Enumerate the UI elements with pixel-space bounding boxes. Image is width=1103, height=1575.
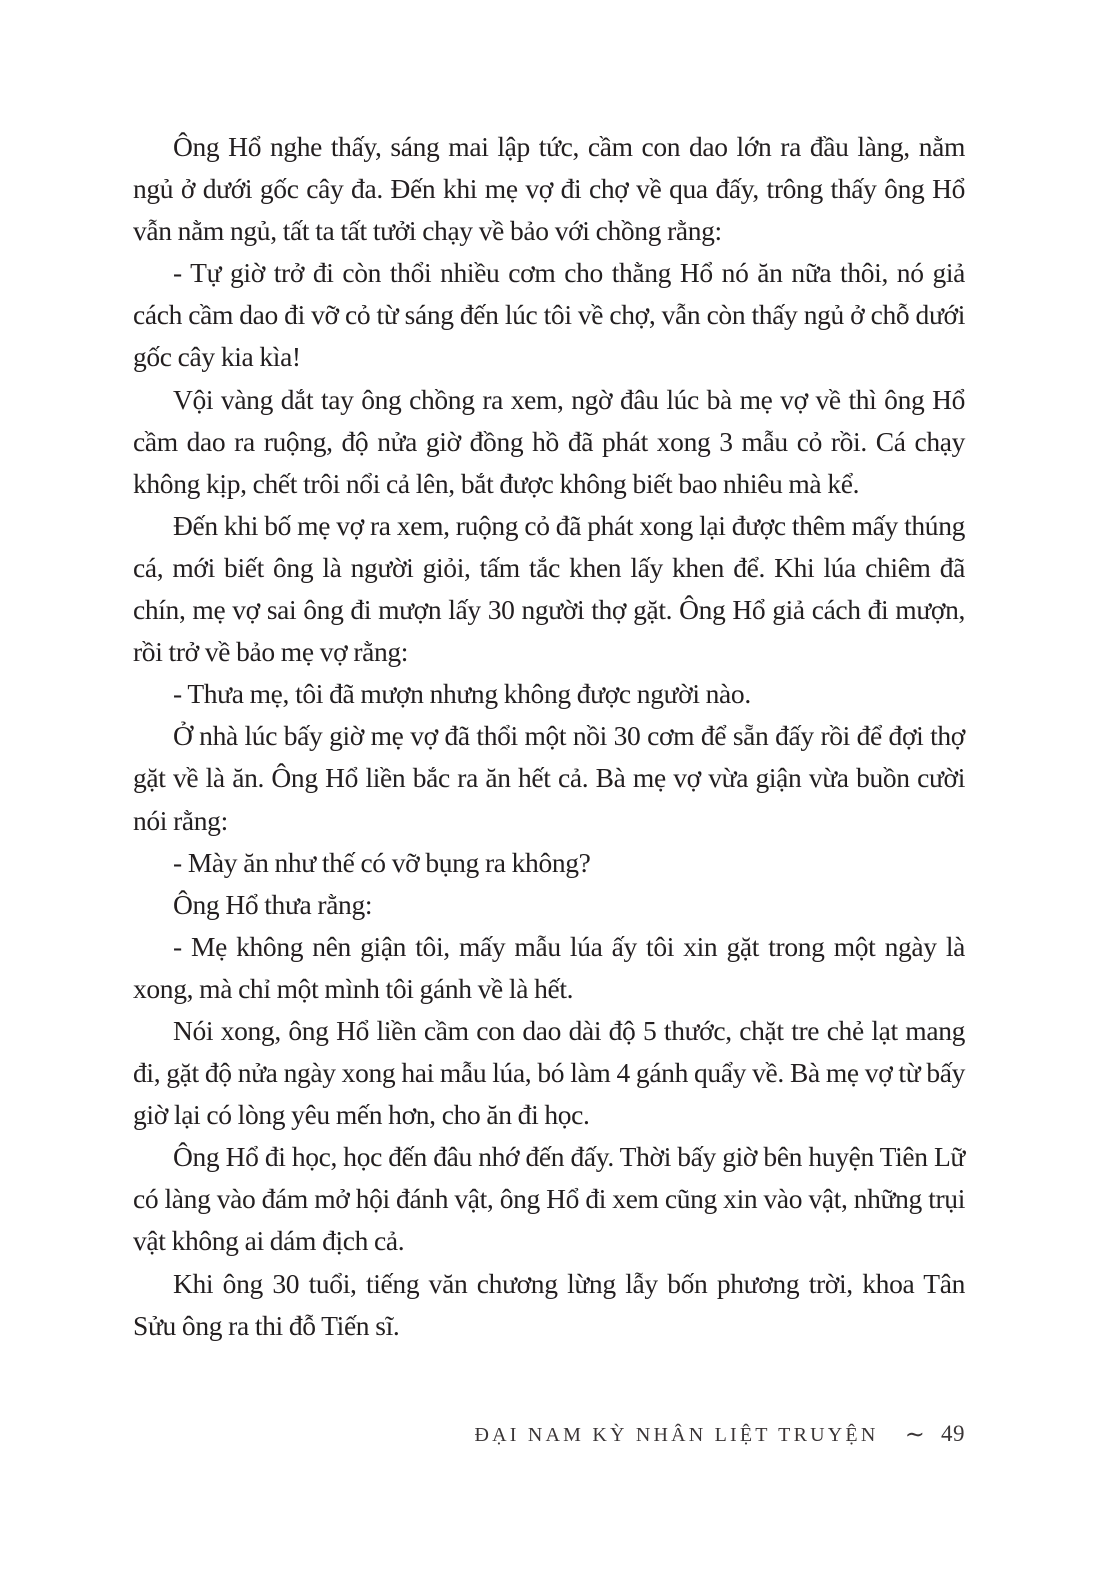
paragraph-dialogue: - Mày ăn như thế có vỡ bụng ra không? xyxy=(173,846,591,878)
paragraph: Khi ông 30 tuổi, tiếng văn chương lừng lẫy bốn phương trời, khoa Tân Sửu ông ra thi đỗ Tiến sĩ. xyxy=(133,1267,965,1341)
paragraph: Đến khi bố mẹ vợ ra xem, ruộng cỏ đã phát xong lại được thêm mấy thúng cá, mới biết ông là người giỏi, tấm tắc khen lấy khen để. Khi lúa chiêm đã chín, mẹ vợ sai ông đi mượn lấy 30 người thợ gặt. Ông Hổ giả cách đi mượn, rồi trở về bảo mẹ vợ rằng: xyxy=(133,509,965,668)
paragraph: Ông Hổ nghe thấy, sáng mai lập tức, cầm con dao lớn ra đầu làng, nằm ngủ ở dưới gốc cây đa. Đến khi mẹ vợ đi chợ về qua đấy, trông thấy ông Hổ vẫn nằm ngủ, tất ta tất tưởi chạy về bảo với chồng rằng: xyxy=(133,131,965,247)
paragraph: Ở nhà lúc bấy giờ mẹ vợ đã thổi một nồi 30 cơm để sẵn đấy rồi để đợi thợ gặt về là ăn. Ông Hổ liền bắc ra ăn hết cả. Bà mẹ vợ vừa giận vừa buồn cười nói rằng: xyxy=(133,720,965,836)
paragraph-dialogue: - Tự giờ trở đi còn thổi nhiều cơm cho thằng Hổ nó ăn nữa thôi, nó giả cách cầm dao đi vỡ cỏ từ sáng đến lúc tôi về chợ, vẫn còn thấy ngủ ở chỗ dưới gốc cây kia kìa! xyxy=(133,257,965,373)
paragraph: Nói xong, ông Hổ liền cầm con dao dài độ 5 thước, chặt tre chẻ lạt mang đi, gặt độ nửa ngày xong hai mẫu lúa, bó làm 4 gánh quẩy về. Bà mẹ vợ từ bấy giờ lại có lòng yêu mến hơn, cho ăn đi học. xyxy=(133,1014,965,1131)
page-body xyxy=(133,126,965,1347)
paragraph-dialogue: - Thưa mẹ, tôi đã mượn nhưng không được người nào. xyxy=(173,678,751,710)
paragraph: Vội vàng dắt tay ông chồng ra xem, ngờ đâu lúc bà mẹ vợ về thì ông Hổ cầm dao ra ruộng, độ nửa giờ đồng hồ đã phát xong 3 mẫu cỏ rồi. Cá chạy không kịp, chết trôi nổi cả lên, bắt được không biết bao nhiêu mà kể. xyxy=(133,383,965,499)
page-number: 49 xyxy=(941,1421,965,1446)
running-footer xyxy=(0,1420,965,1449)
paragraph: Ông Hổ thưa rằng: xyxy=(173,888,373,920)
book-title: ĐẠI NAM KỲ NHÂN LIỆT TRUYỆN xyxy=(474,1424,879,1446)
tilde-separator-icon: ∼ xyxy=(904,1422,925,1448)
paragraph: Ông Hổ đi học, học đến đâu nhớ đến đấy. Thời bấy giờ bên huyện Tiên Lữ có làng vào đám mở hội đánh vật, ông Hổ đi xem cũng xin vào vật, những trụi vật không ai dám địch cả. xyxy=(133,1141,965,1257)
paragraph-dialogue: - Mẹ không nên giận tôi, mấy mẫu lúa ấy tôi xin gặt trong một ngày là xong, mà chỉ một mình tôi gánh về là hết. xyxy=(133,930,965,1004)
